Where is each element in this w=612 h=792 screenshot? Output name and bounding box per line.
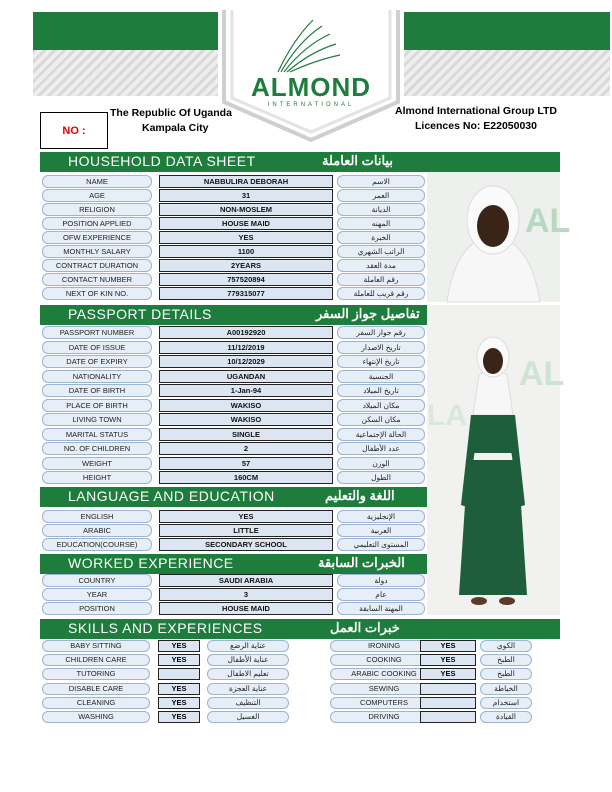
row-value: NABBULIRA DEBORAH bbox=[159, 175, 333, 188]
row-label: WEIGHT bbox=[42, 457, 152, 470]
header-green-band-left bbox=[33, 12, 233, 50]
row-label: NO. OF CHILDREN bbox=[42, 442, 152, 455]
row-label: NATIONALITY bbox=[42, 370, 152, 383]
section-title-ar: بيانات العاملة bbox=[322, 153, 393, 168]
row-label: HEIGHT bbox=[42, 471, 152, 484]
section-skills bbox=[40, 619, 560, 639]
row-value: YES bbox=[159, 231, 333, 244]
republic-line: The Republic Of Uganda bbox=[110, 107, 232, 119]
row-label-ar: مكان السكن bbox=[337, 413, 425, 426]
row-label-ar: العمر bbox=[337, 189, 425, 202]
skill-value: YES bbox=[158, 711, 200, 723]
agency-licence: Licences No: E22050030 bbox=[415, 120, 537, 132]
row-value: 31 bbox=[159, 189, 333, 202]
svg-text:AL: AL bbox=[525, 202, 571, 240]
section-title-en: LANGUAGE AND EDUCATION bbox=[68, 488, 275, 504]
row-label: CONTACT NUMBER bbox=[42, 273, 152, 286]
row-value: SAUDI ARABIA bbox=[159, 574, 333, 587]
skill-value: YES bbox=[420, 640, 476, 652]
skill-label: COOKING bbox=[330, 654, 438, 666]
row-label-ar: تاريخ الميلاد bbox=[337, 384, 425, 397]
row-value: 2YEARS bbox=[159, 259, 333, 272]
row-label: YEAR bbox=[42, 588, 152, 601]
row-value: SECONDARY SCHOOL bbox=[159, 538, 333, 551]
row-value: 10/12/2029 bbox=[159, 355, 333, 368]
row-label-ar: تاريخ الاصدار bbox=[337, 341, 425, 354]
skill-label-ar: عناية الأطفال bbox=[207, 654, 289, 666]
row-label: CONTRACT DURATION bbox=[42, 259, 152, 272]
row-label: POSITION bbox=[42, 602, 152, 615]
row-value: UGANDAN bbox=[159, 370, 333, 383]
skill-label: CHILDREN CARE bbox=[42, 654, 150, 666]
row-label-ar: عدد الأطفال bbox=[337, 442, 425, 455]
row-label: MONTHLY SALARY bbox=[42, 245, 152, 258]
row-label-ar: المهنة السابقة bbox=[337, 602, 425, 615]
skill-label: DRIVING bbox=[330, 711, 438, 723]
svg-text:AL: AL bbox=[519, 355, 565, 393]
header-stripe-right bbox=[388, 50, 610, 96]
row-value: 160CM bbox=[159, 471, 333, 484]
row-label-ar: رقم العاملة bbox=[337, 273, 425, 286]
row-value: HOUSE MAID bbox=[159, 602, 333, 615]
section-title-ar: خبرات العمل bbox=[330, 620, 400, 635]
skill-label: CLEANING bbox=[42, 697, 150, 709]
row-label: LIVING TOWN bbox=[42, 413, 152, 426]
svg-text:LA: LA bbox=[427, 399, 467, 432]
skill-label: WASHING bbox=[42, 711, 150, 723]
row-label-ar: الديانة bbox=[337, 203, 425, 216]
row-label-ar: عام bbox=[337, 588, 425, 601]
row-label-ar: الحالة الإجتماعية bbox=[337, 428, 425, 441]
portrait-illustration bbox=[427, 172, 571, 302]
row-label-ar: الخبرة bbox=[337, 231, 425, 244]
skill-label: IRONING bbox=[330, 640, 438, 652]
full-body-photo bbox=[427, 305, 565, 615]
section-title-en: SKILLS AND EXPERIENCES bbox=[68, 620, 263, 636]
skill-label: SEWING bbox=[330, 683, 438, 695]
skill-label-ar: التنظيف bbox=[207, 697, 289, 709]
row-label-ar: مدة العقد bbox=[337, 259, 425, 272]
row-label: OFW EXPERIENCE bbox=[42, 231, 152, 244]
section-household bbox=[40, 152, 560, 172]
skill-label-ar: الغسيل bbox=[207, 711, 289, 723]
row-label: EDUCATION(COURSE) bbox=[42, 538, 152, 551]
skill-value: YES bbox=[158, 697, 200, 709]
skill-value: YES bbox=[158, 654, 200, 666]
row-label: MARITAL STATUS bbox=[42, 428, 152, 441]
section-title-ar: الخبرات السابقة bbox=[318, 555, 405, 570]
skill-label-ar: القيادة bbox=[480, 711, 532, 723]
row-label: RELIGION bbox=[42, 203, 152, 216]
row-label-ar: تاريخ الإنتهاء bbox=[337, 355, 425, 368]
row-label: PLACE OF BIRTH bbox=[42, 399, 152, 412]
skill-label: ARABIC COOKING bbox=[330, 668, 438, 680]
row-label-ar: المهنه bbox=[337, 217, 425, 230]
row-label-ar: رقم جواز السفر bbox=[337, 326, 425, 339]
row-label: ARABIC bbox=[42, 524, 152, 537]
row-label-ar: الاسم bbox=[337, 175, 425, 188]
row-value: YES bbox=[159, 510, 333, 523]
section-title-en: HOUSEHOLD DATA SHEET bbox=[68, 153, 256, 169]
row-value: 57 bbox=[159, 457, 333, 470]
skill-label-ar: الطبخ bbox=[480, 654, 532, 666]
skill-value: YES bbox=[420, 668, 476, 680]
skill-label-ar: عناية العجزة bbox=[207, 683, 289, 695]
row-value: WAKISO bbox=[159, 413, 333, 426]
skill-value: YES bbox=[158, 683, 200, 695]
skill-label-ar: عناية الرضع bbox=[207, 640, 289, 652]
row-value: 1100 bbox=[159, 245, 333, 258]
row-value: HOUSE MAID bbox=[159, 217, 333, 230]
row-value: 3 bbox=[159, 588, 333, 601]
city-line: Kampala City bbox=[142, 122, 209, 134]
number-box: NO : bbox=[40, 112, 108, 149]
skill-label-ar: تعليم الاطفال bbox=[207, 668, 289, 680]
row-label: ENGLISH bbox=[42, 510, 152, 523]
portrait-photo bbox=[427, 172, 571, 302]
row-value: WAKISO bbox=[159, 399, 333, 412]
row-label-ar: رقم قريب للعاملة bbox=[337, 287, 425, 300]
skill-label: TUTORING bbox=[42, 668, 150, 680]
row-label: DATE OF BIRTH bbox=[42, 384, 152, 397]
row-label-ar: الوزن bbox=[337, 457, 425, 470]
skill-value: YES bbox=[158, 640, 200, 652]
row-label-ar: العربية bbox=[337, 524, 425, 537]
row-label-ar: المستوى التعليمي bbox=[337, 538, 425, 551]
section-title-ar: اللغة والتعليم bbox=[325, 488, 395, 503]
row-label: POSITION APPLIED bbox=[42, 217, 152, 230]
row-label: PASSPORT NUMBER bbox=[42, 326, 152, 339]
skill-value bbox=[158, 668, 200, 680]
row-label-ar: الجنسية bbox=[337, 370, 425, 383]
row-value: 2 bbox=[159, 442, 333, 455]
agency-name: Almond International Group LTD bbox=[395, 105, 557, 117]
row-value: LITTLE bbox=[159, 524, 333, 537]
skill-label: DISABLE CARE bbox=[42, 683, 150, 695]
logo-subtitle: INTERNATIONAL bbox=[267, 102, 355, 108]
row-value: SINGLE bbox=[159, 428, 333, 441]
skill-value: YES bbox=[420, 654, 476, 666]
row-value: 11/12/2019 bbox=[159, 341, 333, 354]
row-label: NAME bbox=[42, 175, 152, 188]
skill-label-ar: استخدام bbox=[480, 697, 532, 709]
row-label-ar: مكان الميلاد bbox=[337, 399, 425, 412]
row-value: 757520894 bbox=[159, 273, 333, 286]
row-value: NON-MOSLEM bbox=[159, 203, 333, 216]
row-label-ar: الطول bbox=[337, 471, 425, 484]
row-label: AGE bbox=[42, 189, 152, 202]
agency-heading bbox=[386, 104, 566, 134]
skill-label-ar: الخياطة bbox=[480, 683, 532, 695]
row-label: DATE OF ISSUE bbox=[42, 341, 152, 354]
row-label-ar: الإنجليزية bbox=[337, 510, 425, 523]
logo-shield bbox=[218, 10, 404, 145]
row-value: A00192920 bbox=[159, 326, 333, 339]
section-title-ar: تفاصيل جواز السفر bbox=[316, 306, 420, 321]
republic-heading bbox=[110, 106, 232, 136]
skill-label-ar: الطبخ bbox=[480, 668, 532, 680]
row-value: 779315077 bbox=[159, 287, 333, 300]
row-value: 1-Jan-94 bbox=[159, 384, 333, 397]
row-label-ar: الراتب الشهري bbox=[337, 245, 425, 258]
skill-label: BABY SITTING bbox=[42, 640, 150, 652]
row-label-ar: دولة bbox=[337, 574, 425, 587]
section-title-en: WORKED EXPERIENCE bbox=[68, 555, 234, 571]
row-label: DATE OF EXPIRY bbox=[42, 355, 152, 368]
skill-value bbox=[420, 683, 476, 695]
header-stripe-left bbox=[33, 50, 233, 96]
skill-value bbox=[420, 697, 476, 709]
full-body-illustration bbox=[427, 305, 565, 615]
skill-value bbox=[420, 711, 476, 723]
logo-text: ALMOND bbox=[250, 72, 372, 102]
skill-label-ar: الكوي bbox=[480, 640, 532, 652]
skill-label: COMPUTERS bbox=[330, 697, 438, 709]
header-green-band-right bbox=[388, 12, 610, 50]
row-label: NEXT OF KIN NO. bbox=[42, 287, 152, 300]
section-title-en: PASSPORT DETAILS bbox=[68, 306, 212, 322]
row-label: COUNTRY bbox=[42, 574, 152, 587]
